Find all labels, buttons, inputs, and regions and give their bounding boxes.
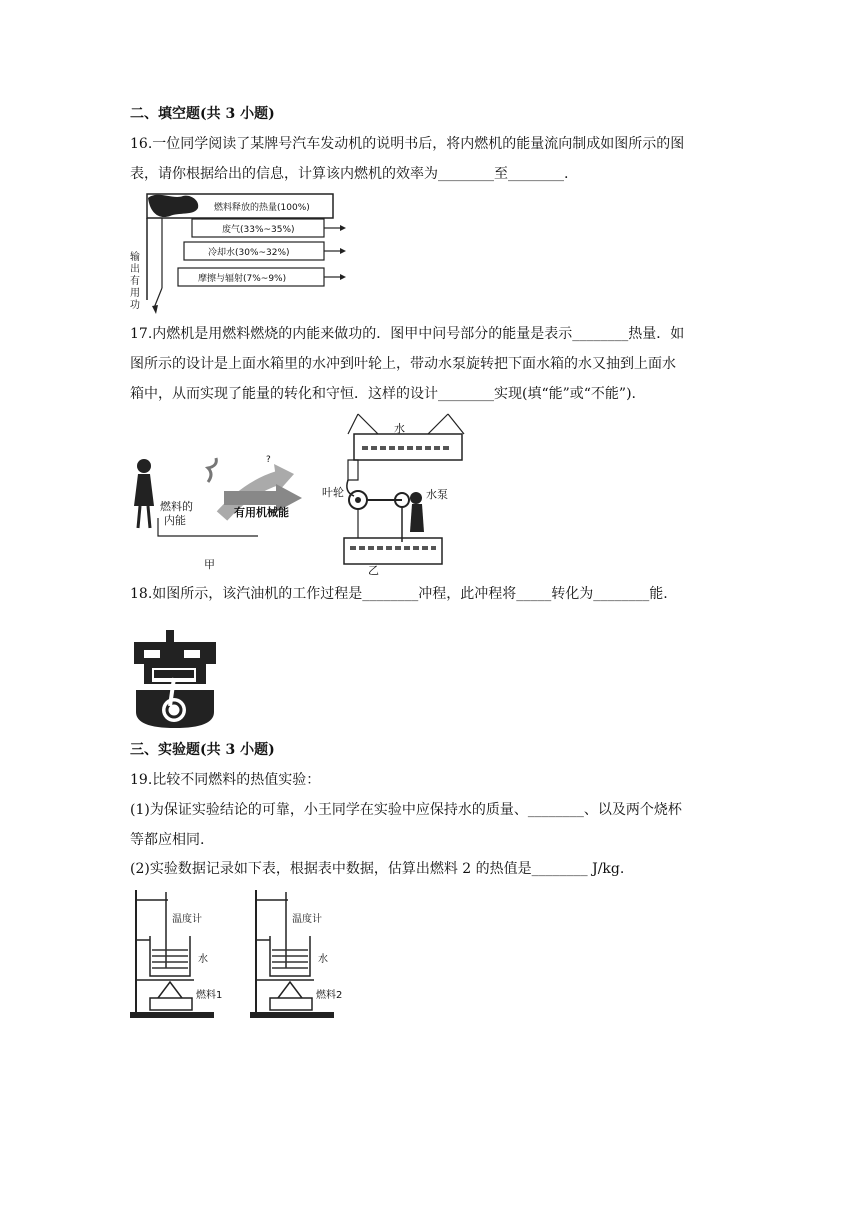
exhaust-label: 废气(33%~35%) — [222, 225, 295, 235]
question-19-text-line-2: (1)为保证实验结论的可靠，小王同学在实验中应保持水的质量、________、以及两个烧杯 — [130, 802, 682, 818]
arrow-icon — [152, 305, 158, 314]
question-16-text-line-1: 16.一位同学阅读了某牌号汽车发动机的说明书后，将内燃机的能量流向制成如图所示的图 — [130, 136, 685, 152]
output-label-1: 输 — [130, 252, 140, 263]
pump-label: 水泵 — [426, 488, 448, 501]
friction-label: 摩擦与辐射(7%~9%) — [198, 274, 287, 284]
fuel-2-label: 燃料2 — [316, 990, 343, 1001]
impeller-label: 叶轮 — [322, 486, 344, 499]
question-17-text-line-2: 图所示的设计是上面水箱里的水冲到叶轮上，带动水泵旋转把下面水箱的水又抽到上面水 — [130, 356, 676, 372]
output-label-4: 用 — [130, 288, 140, 299]
engine-cylinder-figure — [130, 630, 220, 730]
heat-value-apparatus-figure — [128, 886, 364, 1020]
apparatus-fuel-1 — [130, 890, 222, 1018]
burner-icon — [150, 998, 192, 1010]
figure-jia-caption: 甲 — [204, 558, 215, 570]
question-18-text-line-1: 18.如图所示，该汽油机的工作过程是________冲程，此冲程将_____转化为________能. — [130, 586, 668, 602]
thermometer-label: 温度计 — [172, 914, 202, 925]
arrow-icon — [340, 225, 346, 231]
burner-icon — [270, 998, 312, 1010]
energy-flow-figure — [128, 190, 348, 314]
fuel-heat-label: 燃料释放的热量(100%) — [214, 203, 310, 213]
piston-icon — [154, 670, 194, 678]
output-label-5: 功 — [130, 300, 140, 311]
flame-icon — [158, 982, 182, 998]
person-head — [137, 459, 151, 473]
upper-water-label: 水 — [394, 422, 405, 435]
question-19-text-line-3: 等都应相同. — [130, 832, 205, 848]
fuel-energy-label-2: 内能 — [164, 514, 186, 527]
worker-body — [410, 504, 424, 532]
section-heading: 二、填空题(共 3 小题) — [130, 106, 275, 122]
heat-wave-icon — [208, 458, 216, 482]
figure-jia — [128, 436, 318, 570]
arrow-icon — [340, 274, 346, 280]
water-label: 水 — [318, 954, 328, 965]
flame-icon — [278, 982, 302, 998]
arrow-icon — [340, 248, 346, 254]
question-17-text-line-3: 箱中，从而实现了能量的转化和守恒．这样的设计________实现(填“能”或“不能”). — [130, 386, 637, 402]
useful-energy-label: 有用机械能 — [234, 506, 289, 519]
figure-yi-caption: 乙 — [368, 564, 379, 576]
question-19-text-line-1: 19.比较不同燃料的热值实验： — [130, 772, 321, 788]
question-16-text-line-2: 表，请你根据给出的信息，计算该内燃机的效率为________至________. — [130, 166, 569, 182]
output-label-3: 有 — [130, 276, 140, 287]
lower-tank — [344, 538, 442, 564]
section-heading: 三、实验题(共 3 小题) — [130, 742, 275, 758]
thermometer-label: 温度计 — [292, 914, 322, 925]
figure-yi — [318, 412, 468, 576]
fuel-energy-label-1: 燃料的 — [160, 500, 193, 513]
worker-head — [410, 492, 422, 504]
output-label-2: 出 — [130, 264, 140, 275]
person-body — [134, 474, 154, 506]
apparatus-fuel-2 — [250, 890, 342, 1018]
coolant-label: 冷却水(30%~32%) — [208, 248, 290, 258]
fuel-1-label: 燃料1 — [196, 990, 223, 1001]
flame-icon — [148, 195, 198, 217]
water-label: 水 — [198, 954, 208, 965]
question-mark-label: ? — [266, 455, 271, 465]
question-17-text-line-1: 17.内燃机是用燃料燃烧的内能来做功的．图甲中问号部分的能量是表示________热量．如 — [130, 326, 685, 342]
question-19-text-line-4: (2)实验数据记录如下表，根据表中数据，估算出燃料 2 的热值是________ J/kg. — [130, 861, 625, 877]
spark-plug-icon — [166, 630, 174, 642]
